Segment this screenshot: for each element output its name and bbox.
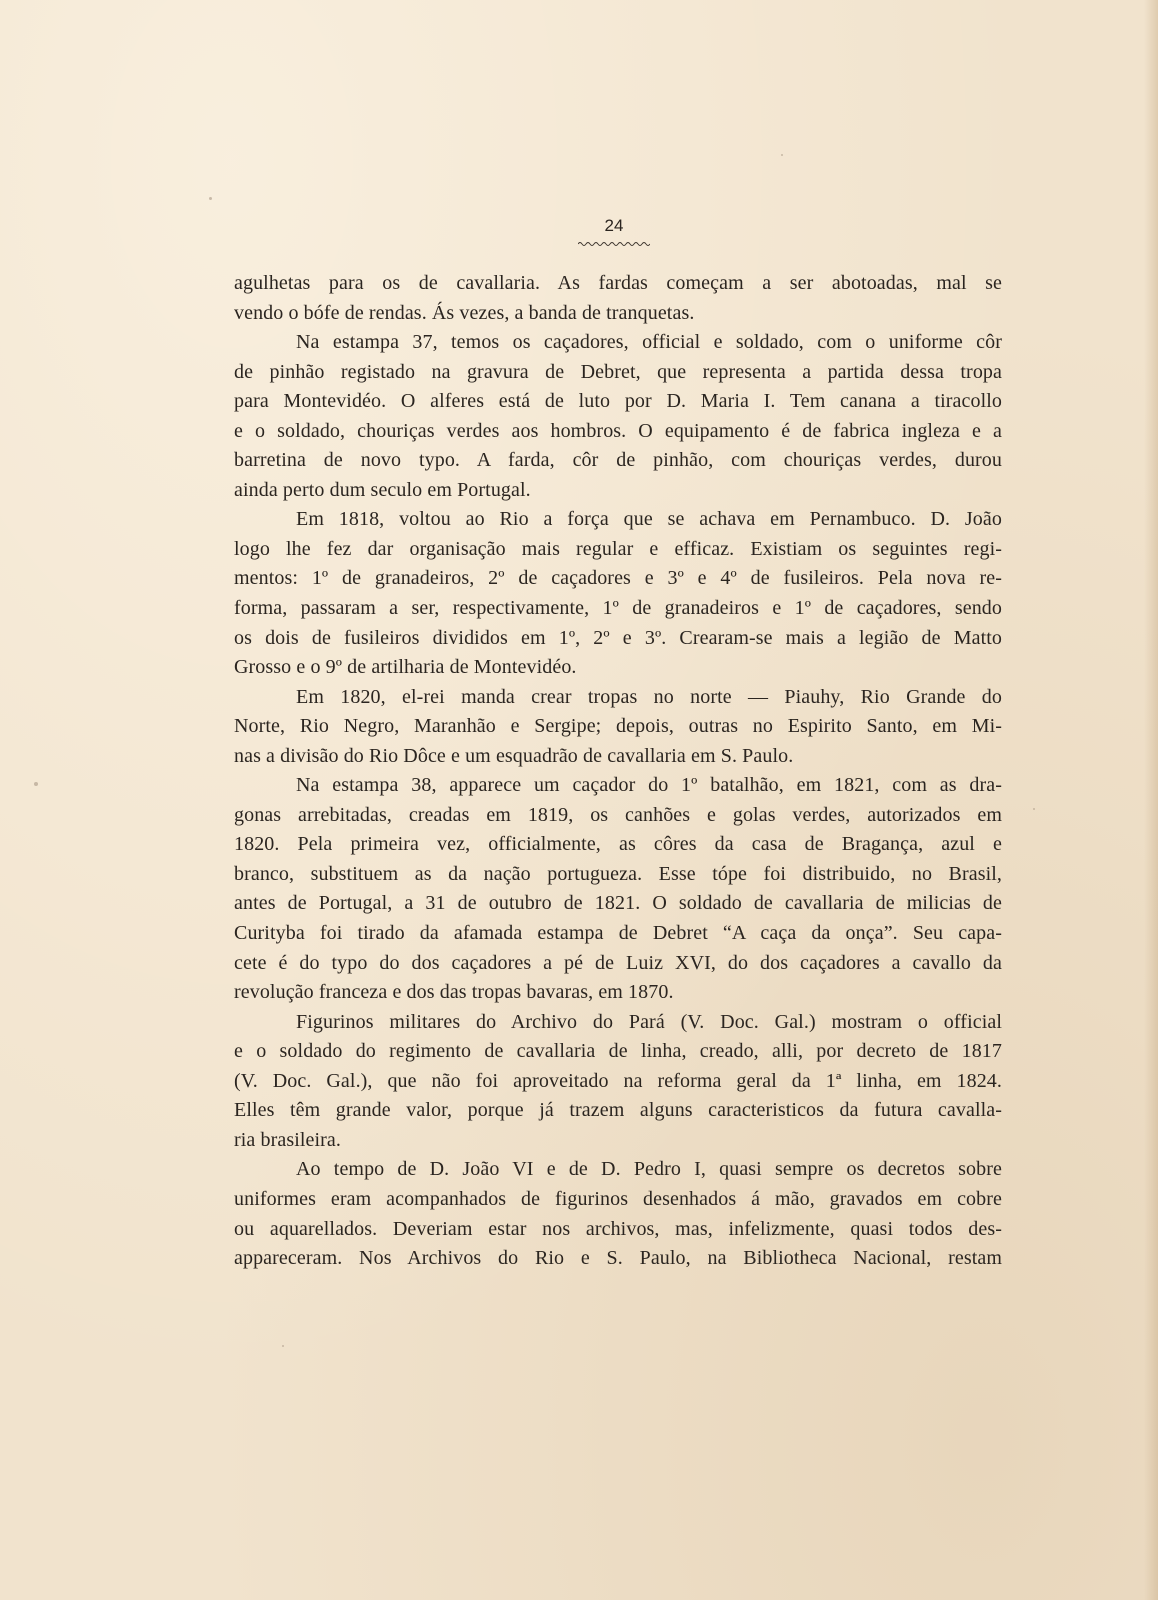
text-line: barretina de novo typo. A farda, côr de pinhão, com chouriças verdes, durou <box>234 449 1002 472</box>
paper-speck <box>781 154 783 156</box>
page-edge-shadow <box>1144 0 1158 1600</box>
paragraph-first-line: Em 1818, voltou ao Rio a força que se achava em Pernambuco. D. João <box>296 508 1002 531</box>
text-line: cete é do typo do dos caçadores a pé de Luiz XVI, do dos caçadores a cavallo da <box>234 951 1002 974</box>
text-line: mentos: 1º de granadeiros, 2º de caçadores e 3º e 4º de fusileiros. Pela nova re- <box>234 567 1002 590</box>
text-line: para Montevidéo. O alferes está de luto por D. Maria I. Tem canana a tiracollo <box>234 390 1002 413</box>
paragraph-first-line: Em 1820, el-rei manda crear tropas no norte — Piauhy, Rio Grande do <box>296 685 1002 708</box>
text-line: 1820. Pela primeira vez, officialmente, as côres da casa de Bragança, azul e <box>234 833 1002 856</box>
page-number-wavy-rule-icon <box>578 241 650 247</box>
text-line: gonas arrebitadas, creadas em 1819, os canhões e golas verdes, autorizados em <box>234 803 1002 826</box>
paper-speck <box>282 1345 284 1347</box>
text-line: vendo o bófe de rendas. Ás vezes, a banda de tranquetas. <box>234 301 695 324</box>
text-line: antes de Portugal, a 31 de outubro de 1821. O soldado de cavallaria de milicias de <box>234 892 1002 915</box>
text-line: ria brasileira. <box>234 1128 341 1151</box>
paragraph-first-line: Ao tempo de D. João VI e de D. Pedro I, quasi sempre os decretos sobre <box>296 1158 1002 1181</box>
body-text <box>234 269 1002 1274</box>
text-line: uniformes eram acompanhados de figurinos desenhados á mão, gravados em cobre <box>234 1187 1002 1210</box>
text-line: nas a divisão do Rio Dôce e um esquadrão de cavallaria em S. Paulo. <box>234 744 794 767</box>
text-line: logo lhe fez dar organisação mais regular e efficaz. Existiam os seguintes regi- <box>234 537 1002 560</box>
paragraph-first-line: Na estampa 38, apparece um caçador do 1º batalhão, em 1821, com as dra- <box>296 774 1002 797</box>
paragraph-first-line: Na estampa 37, temos os caçadores, official e soldado, com o uniforme côr <box>296 331 1002 354</box>
text-line: os dois de fusileiros divididos em 1º, 2º e 3º. Crearam-se mais a legião de Matto <box>234 626 1002 649</box>
text-line: de pinhão registado na gravura de Debret, que representa a partida dessa tropa <box>234 360 1002 383</box>
text-line: Grosso e o 9º de artilharia de Montevidéo. <box>234 656 577 679</box>
text-line: Elles têm grande valor, porque já trazem alguns caracteristicos da futura cavalla- <box>234 1099 1002 1122</box>
text-line: agulhetas para os de cavallaria. As fardas começam a ser abotoadas, mal se <box>234 272 1002 294</box>
text-line: forma, passaram a ser, respectivamente, 1º de granadeiros e 1º de caçadores, sendo <box>234 597 1002 620</box>
text-line: Norte, Rio Negro, Maranhão e Sergipe; depois, outras no Espirito Santo, em Mi- <box>234 715 1002 738</box>
paper-speck <box>209 197 212 200</box>
text-line: ainda perto dum seculo em Portugal. <box>234 478 531 501</box>
paragraph-first-line: Figurinos militares do Archivo do Pará (V. Doc. Gal.) mostram o official <box>296 1010 1002 1033</box>
text-line: ou aquarellados. Deveriam estar nos archivos, mas, infelizmente, quasi todos des- <box>234 1217 1002 1240</box>
page-number: 24 <box>604 216 624 235</box>
text-line: Curityba foi tirado da afamada estampa de Debret “A caça da onça”. Seu capa- <box>234 922 1002 945</box>
text-line: branco, substituem as da nação portugueza. Esse tópe foi distribuido, no Brasil, <box>234 862 1002 885</box>
paper-speck <box>1033 808 1035 810</box>
text-line: (V. Doc. Gal.), que não foi aproveitado na reforma geral da 1ª linha, em 1824. <box>234 1069 1002 1092</box>
text-line: e o soldado do regimento de cavallaria de linha, creado, alli, por decreto de 1817 <box>234 1040 1002 1063</box>
text-line: revolução franceza e dos das tropas bavaras, em 1870. <box>234 981 674 1004</box>
paper-speck <box>34 782 38 786</box>
text-line: appareceram. Nos Archivos do Rio e S. Paulo, na Bibliotheca Nacional, restam <box>234 1247 1002 1270</box>
text-line: e o soldado, chouriças verdes aos hombros. O equipamento é de fabrica ingleza e a <box>234 419 1002 442</box>
